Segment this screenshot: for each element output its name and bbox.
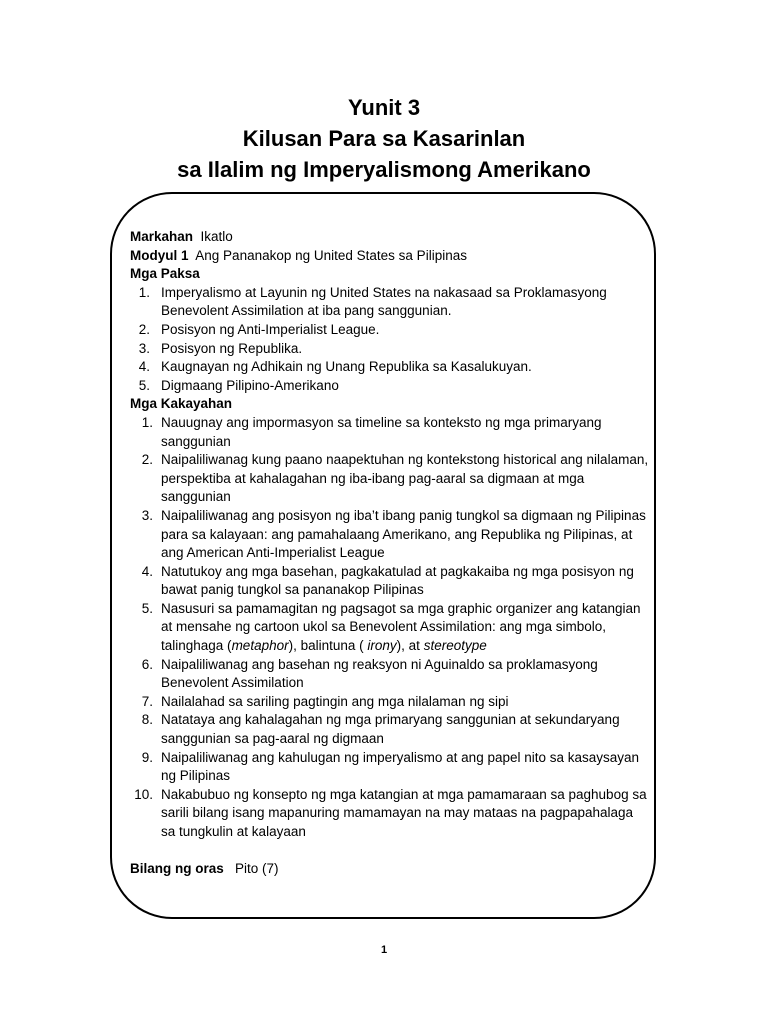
item-text: Nakabubuo ng konsepto ng mga katangian at mga pamamaraan sa paghubog sa sarili bilang isang mapanuring mamamayan na may mataas na pagpapahalaga sa tungkulin at kalayaan	[161, 786, 647, 839]
unit-title-line-1: Kilusan Para sa Kasarinlan	[242, 126, 526, 151]
item-number: 3.	[141, 507, 153, 523]
oras-label: Bilang ng oras	[130, 860, 224, 876]
item-text: Nailalahad sa sariling pagtingin ang mga nilalaman ng sipi	[161, 693, 509, 709]
item-number: 6.	[141, 656, 153, 672]
list-item	[130, 377, 650, 396]
list-item	[130, 414, 650, 451]
item-text: Naipaliliwanag ang kahulugan ng imperyalismo at ang papel nito sa kasaysayan ng Pilipinas	[161, 749, 640, 784]
item-number: 7.	[141, 693, 153, 709]
item-number: 2.	[138, 321, 150, 337]
item-text-part: ), balintuna (	[288, 638, 368, 654]
item-text: Kaugnayan ng Adhikain ng Unang Republika sa Kasalukuyan.	[161, 359, 532, 375]
list-item	[130, 600, 650, 656]
list-item	[130, 693, 650, 712]
item-number: 3.	[138, 340, 150, 356]
list-item	[130, 358, 650, 377]
kakayahan-label: Mga Kakayahan	[130, 396, 233, 412]
item-number: 9.	[141, 749, 153, 765]
paksa-list	[130, 284, 650, 396]
page-number: 1	[380, 944, 388, 956]
item-text: Posisyon ng Anti-Imperialist League.	[161, 321, 380, 337]
unit-number: Yunit 3	[347, 95, 421, 120]
modyul-row	[130, 247, 650, 266]
kakayahan-list	[130, 414, 650, 842]
item-text-part: Nasusuri sa pamamagitan ng pagsagot sa mga graphic organizer ang katangian at mensahe ng cartoon ukol sa Benevolent Assimilation: ang mga simbolo, talinghaga (	[161, 600, 641, 654]
list-item	[130, 507, 650, 563]
item-text-italic: irony	[367, 638, 397, 654]
item-number: 2.	[141, 452, 153, 468]
item-number: 5.	[141, 600, 153, 616]
item-text: Naipaliliwanag ang posisyon ng iba’t ibang panig tungkol sa digmaan ng Pilipinas para sa kalayaan: ang pamahalaang Amerikano, ang Republika ng Pilipinas, at ang American Anti-Imperialist League	[161, 507, 646, 561]
kakayahan-heading	[130, 395, 650, 414]
paksa-label: Mga Paksa	[130, 266, 200, 282]
list-item	[130, 563, 650, 600]
modyul-label: Modyul 1	[130, 247, 189, 263]
item-number: 5.	[138, 377, 150, 393]
list-item	[130, 340, 650, 359]
markahan-value: Ikatlo	[200, 229, 233, 244]
spacer	[130, 842, 650, 860]
paksa-heading	[130, 265, 650, 284]
item-text: Nauugnay ang impormasyon sa timeline sa konteksto ng mga primaryang sanggunian	[161, 414, 602, 449]
unit-title-line-2: sa Ilalim ng Imperyalismong Amerikano	[177, 157, 591, 182]
item-text: Naipaliliwanag kung paano naapektuhan ng kontekstong historical ang nilalaman, perspektiba at kahalagahan ng iba-ibang pag-aaral sa digmaan at mga sanggunian	[161, 452, 649, 505]
item-text: Imperyalismo at Layunin ng United States na nakasaad sa Proklamasyong Benevolent Assimilation at iba pang sanggunian.	[161, 284, 607, 319]
list-item	[130, 786, 650, 842]
item-text: Natutukoy ang mga basehan, pagkakatulad at pagkakaiba ng mga posisyon ng bawat panig tungkol sa pananakop Pilipinas	[161, 563, 634, 598]
item-text: Naipaliliwanag ang basehan ng reaksyon ni Aguinaldo sa proklamasyong Benevolent Assimilation	[161, 656, 598, 691]
markahan-row	[130, 228, 650, 247]
item-text	[161, 600, 650, 656]
item-number: 8.	[141, 712, 153, 728]
item-number: 10.	[134, 786, 153, 802]
item-text: Digmaang Pilipino-Amerikano	[161, 377, 339, 393]
item-number: 4.	[138, 359, 150, 375]
list-item	[130, 321, 650, 340]
item-number: 1.	[138, 284, 150, 300]
modyul-value: Ang Pananakop ng United States sa Pilipinas	[195, 247, 467, 263]
module-details	[130, 228, 650, 878]
item-text: Natataya ang kahalagahan ng mga primaryang sanggunian at sekundaryang sanggunian sa pag-aaral ng digmaan	[161, 712, 620, 747]
list-item	[130, 749, 650, 786]
unit-title	[0, 92, 768, 185]
item-text-part: ), at	[396, 638, 424, 654]
item-number: 4.	[141, 563, 153, 579]
item-text-italic: metaphor	[231, 638, 289, 654]
list-item	[130, 284, 650, 321]
markahan-label: Markahan	[130, 229, 194, 244]
item-number: 1.	[141, 414, 153, 430]
item-text: Posisyon ng Republika.	[161, 340, 303, 356]
list-item	[130, 451, 650, 507]
oras-value: Pito (7)	[235, 860, 279, 876]
oras-row	[130, 860, 650, 879]
item-text-italic: stereotype	[423, 638, 487, 654]
list-item	[130, 656, 650, 693]
list-item	[130, 711, 650, 748]
